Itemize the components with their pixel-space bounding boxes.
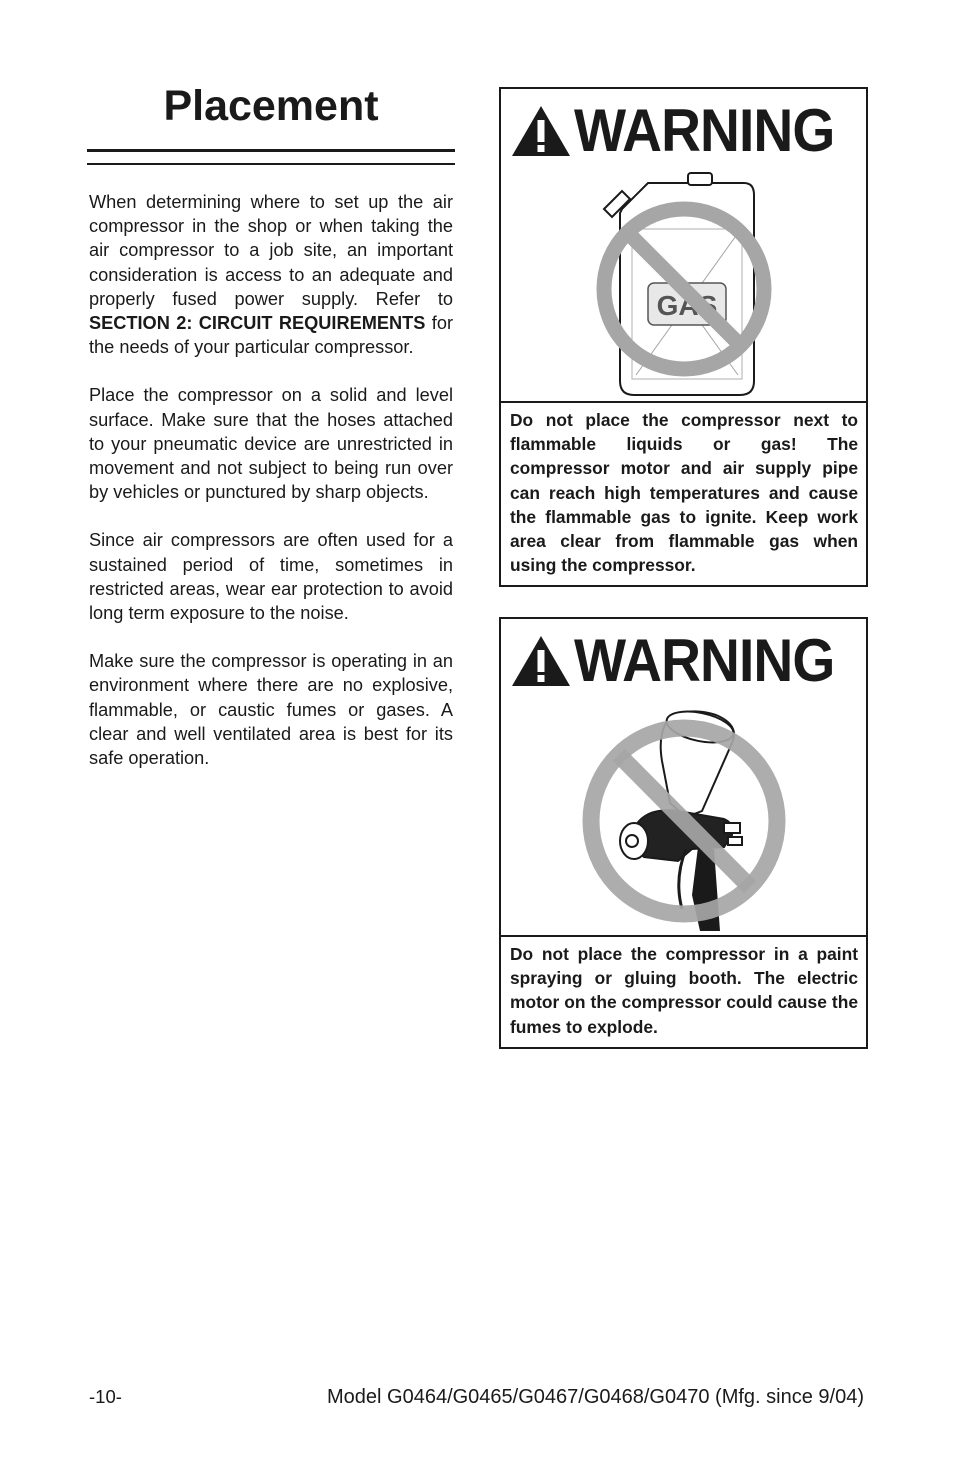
paragraph-text: for the needs of your particular compressor. bbox=[89, 313, 454, 358]
warning-triangle-icon bbox=[510, 633, 572, 689]
body-text bbox=[89, 190, 453, 794]
no-spray-gun-icon bbox=[574, 699, 794, 935]
paragraph-surface: Place the compressor on a solid and level surface. Make sure that the hoses attached to your pneumatic device are unrestricted in movement and not subject to being run over by vehicles or punctured by sharp objects. bbox=[89, 385, 453, 503]
warning-text: Do not place the compressor in a paint spraying or gluing booth. The electric motor on the compressor could cause the fumes to explode. bbox=[501, 935, 866, 1047]
warning-header bbox=[501, 93, 866, 169]
paragraph-ear-protection: Since air compressors are often used for a sustained period of time, sometimes in restricted areas, wear ear protection to avoid long term exposure to the noise. bbox=[89, 530, 453, 624]
warning-text: Do not place the compressor next to flammable liquids or gas! The compressor motor and air supply pipe can reach high temperatures and cause the flammable gas to ignite. Keep work area clear from flammable gas when using the compressor. bbox=[501, 401, 866, 585]
no-gas-can-icon bbox=[584, 169, 784, 401]
gas-label: GAS bbox=[656, 290, 717, 321]
paragraph-environment: Make sure the compressor is operating in an environment where there are no explosive, flammable, or caustic fumes or gases. A clear and well ventilated area is best for its safe operation. bbox=[89, 651, 453, 769]
paragraph-text: When determining where to set up the air compressor in the shop or when taking the air compressor to a job site, an important consideration is access to an adequate and properly fused power supply. Refer to bbox=[89, 192, 453, 309]
page-title: Placement bbox=[163, 82, 379, 130]
warning-box-gas bbox=[499, 87, 868, 587]
title-rule-thick bbox=[87, 149, 455, 152]
warning-box-spray-booth bbox=[499, 617, 868, 1049]
warning-label: WARNING bbox=[574, 97, 835, 164]
warning-triangle-icon bbox=[510, 103, 572, 159]
warning-header bbox=[501, 623, 866, 699]
model-line: Model G0464/G0465/G0467/G0468/G0470 (Mfg. since 9/04) bbox=[326, 1386, 864, 1408]
paragraph-power-supply bbox=[89, 190, 453, 359]
title-rule-thin bbox=[87, 163, 455, 165]
warning-label: WARNING bbox=[574, 627, 835, 694]
page-number: -10- bbox=[89, 1386, 122, 1407]
section-reference: SECTION 2: CIRCUIT REQUIREMENTS bbox=[89, 313, 426, 334]
